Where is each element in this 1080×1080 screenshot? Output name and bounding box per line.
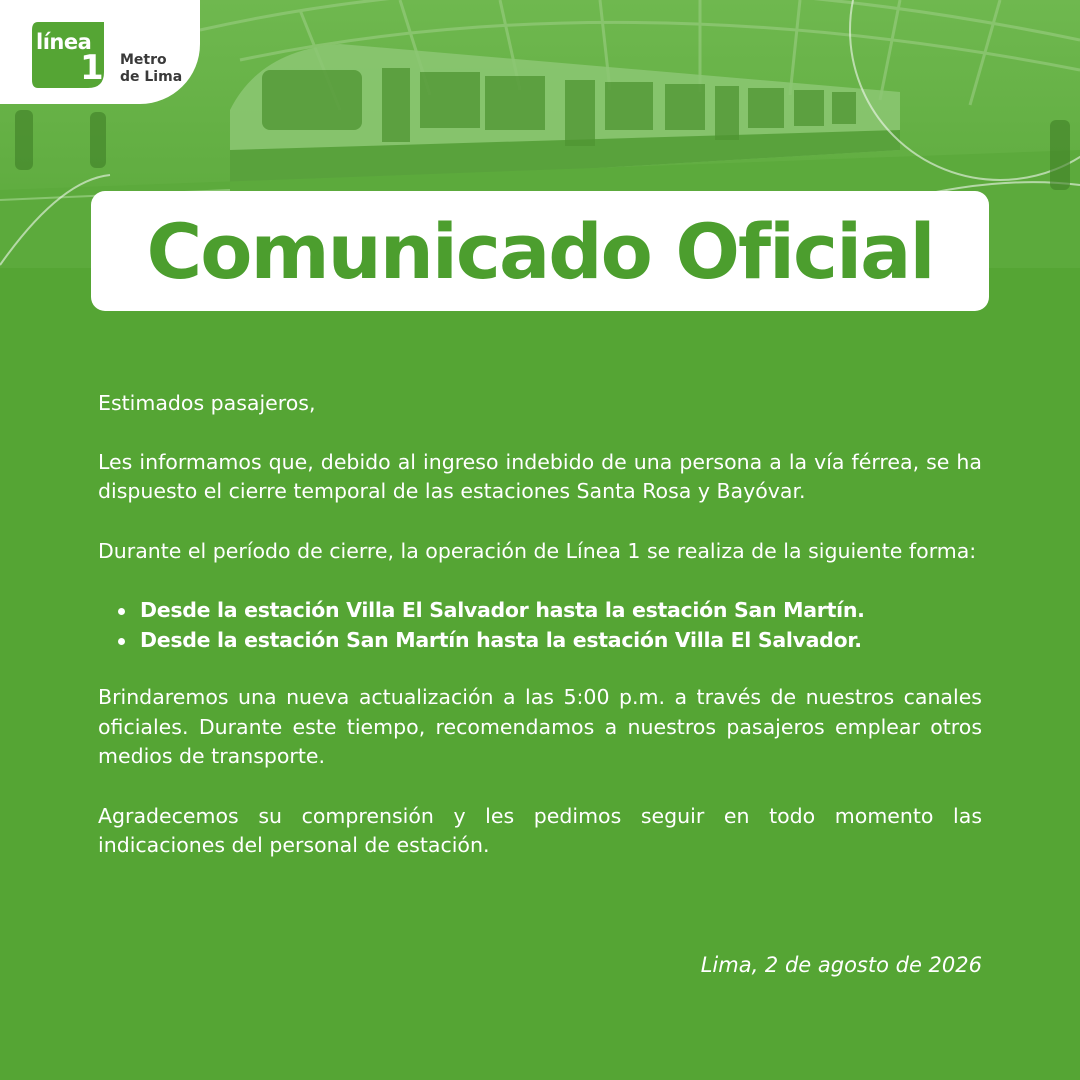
route-list: [116, 596, 982, 655]
logo-word: línea: [36, 30, 92, 54]
paragraph-thanks: Agradecemos su comprensión y les pedimos seguir en todo momento las indicaciones del personal de estación.: [98, 803, 982, 857]
paragraph-update: Brindaremos una nueva actualización a las 5:00 p.m. a través de nuestros canales oficiales. Durante este tiempo, recomendamos a nuestros pasajeros emplear otros medios de transporte.: [98, 685, 982, 768]
logo-subtitle-line2: de Lima: [120, 69, 183, 85]
greeting: Estimados pasajeros,: [98, 391, 316, 415]
title-banner: [91, 191, 989, 311]
logo-card: [0, 0, 200, 104]
signoff-date: Lima, 2 de agosto de 2026: [700, 953, 982, 977]
logo-subtitle-line1: Metro: [120, 52, 167, 68]
logo-number: 1: [80, 48, 104, 88]
announcement-body: [98, 389, 982, 891]
paragraph-closure: Les informamos que, debido al ingreso indebido de una persona a la vía férrea, se ha dispuesto el cierre temporal de las estaciones Santa Rosa y Bayóvar.: [98, 449, 982, 503]
logo-subtitle: [120, 52, 182, 86]
route-item-1: Desde la estación Villa El Salvador hasta la estación San Martín.: [116, 596, 982, 626]
paragraph-operation: Durante el período de cierre, la operación de Línea 1 se realiza de la siguiente forma:: [98, 538, 977, 563]
page-title: Comunicado Oficial: [146, 206, 934, 296]
route-item-2: Desde la estación San Martín hasta la estación Villa El Salvador.: [116, 626, 982, 656]
